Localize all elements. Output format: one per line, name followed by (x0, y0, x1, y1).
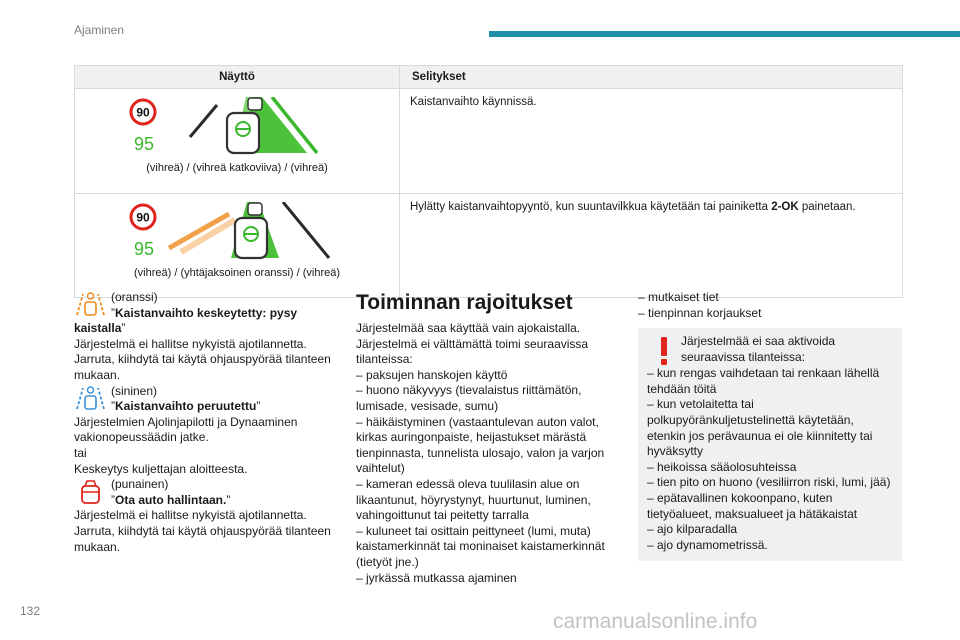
current-speed-value: 95 (133, 239, 155, 259)
list-item: – heikoissa sääolosuhteissa (647, 459, 797, 474)
list-item: – tienpinnan korjaukset (638, 305, 762, 320)
current-speed-value: 95 (133, 134, 155, 154)
section-title: Ajaminen (74, 23, 125, 37)
explanation-cell: Hylätty kaistanvaihtopyyntö, kun suuntavilkkua käytetään tai painiketta 2-OK painetaan. (400, 194, 903, 298)
list-item: – ajo kilparadalla (647, 522, 738, 537)
paragraph: Järjestelmä ei välttämättä toimi seuraavissa tilanteissa: (356, 336, 589, 367)
column-header-display: Näyttö (75, 66, 400, 89)
page-number: 132 (20, 604, 41, 618)
display-cell (75, 194, 400, 298)
status-column (74, 290, 338, 555)
limitations-continued-column (638, 290, 902, 561)
status-item-red: (punainen) ”Ota auto hallintaan.” Järjestelmä ei hallitse nykyistä ajotilannetta. Jarruta, kiihdytä tai käytä ohjauspyörää tilanteen mukaan. (74, 477, 331, 554)
display-caption: (vihreä) / (vihreä katkoviiva) / (vihreä) (146, 162, 328, 174)
own-car-icon (235, 218, 267, 258)
warning-exclamation-icon (653, 336, 675, 366)
vehicle-ahead-icon (248, 203, 262, 215)
speed-limit-value: 90 (136, 105, 150, 120)
list-item: – huono näkyvyys (tievalaistus riittämätön, lumisade, vesisade, sumu) (356, 383, 582, 413)
warning-intro: Järjestelmää ei saa aktivoida seuraavissa tilanteissa: (681, 334, 836, 364)
list-item: – paksujen hanskojen käyttö (356, 367, 508, 382)
list-item: – häikäistyminen (vastaantulevan auton valot, kirkas auringonpaiste, heijastukset märästä tienpinnasta, tunnelista ulosajo, valon ja varjon vaihtelut) (356, 414, 605, 476)
lane-change-rejected-graphic (129, 202, 345, 264)
watermark: carmanualsonline.info (553, 610, 758, 633)
list-item: – epätavallinen kokoonpano, kuten tietyöalueet, maksualueet ja hätäkaistat (647, 490, 858, 521)
warning-box (638, 328, 902, 561)
vehicle-ahead-icon (248, 98, 262, 110)
column-header-explanation: Selitykset (400, 66, 903, 89)
status-item-orange: (oranssi) ”Kaistanvaihto keskeytetty: pysy kaistalla” Järjestelmä ei hallitse nykyistä ajotilannetta. Jarruta, kiihdytä tai käytä ohjauspyörää tilanteen mukaan. (74, 290, 331, 382)
table-row (75, 194, 903, 298)
lane-change-active-graphic (129, 97, 345, 159)
status-item-blue: (sininen) ”Kaistanvaihto peruutettu” Järjestelmien Ajolinjapilotti ja Dynaaminen vakionopeussäädin jatke. tai Keskeytys kuljettajan aloitteesta. (74, 383, 298, 476)
left-lane-line (190, 105, 217, 137)
display-cell (75, 89, 400, 194)
speed-limit-value: 90 (136, 210, 150, 225)
display-table (74, 65, 903, 298)
list-item: – kameran edessä oleva tuulilasin alue on likaantunut, höyrystynyt, huurtunut, luminen, vahingoittunut tai peitetty tarralla (356, 476, 591, 523)
own-car-icon (227, 113, 259, 153)
table-header-row (75, 66, 903, 89)
display-caption: (vihreä) / (yhtäjaksoinen oranssi) / (vihreä) (133, 267, 341, 279)
right-lane-line (283, 202, 329, 258)
list-item: – kun vetolaitetta tai polkupyöränkuljetustelinettä käytetään, etenkin jos perävaunua ei ole kiinnitetty tai hyväksytty (647, 397, 873, 459)
table-row (75, 89, 903, 194)
list-item: – kuluneet tai osittain peittyneet (lumi, muta) kaistamerkinnät tai moninaiset kaistamerkinnät (tietyöt jne.) (356, 523, 605, 569)
lane-interrupted-orange-icon (74, 290, 107, 318)
list-item: – jyrkässä mutkassa ajaminen (356, 570, 517, 585)
limitations-heading: Toiminnan rajoitukset (356, 291, 573, 314)
lane-cancelled-blue-icon (74, 384, 107, 412)
section-accent-bar (489, 31, 960, 37)
list-item: – mutkaiset tiet (638, 290, 719, 304)
list-item: – kun rengas vaihdetaan tai renkaan lähellä tehdään töitä (647, 366, 880, 396)
take-control-red-icon (74, 477, 107, 505)
explanation-cell: Kaistanvaihto käynnissä. (400, 89, 903, 194)
limitations-column (356, 290, 618, 586)
list-item: – tien pito on huono (vesiliirron riski, lumi, jää) (647, 475, 891, 490)
paragraph: Järjestelmää saa käyttää vain ajokaistalla. (356, 321, 581, 335)
list-item: – ajo dynamometrissä. (647, 537, 768, 552)
